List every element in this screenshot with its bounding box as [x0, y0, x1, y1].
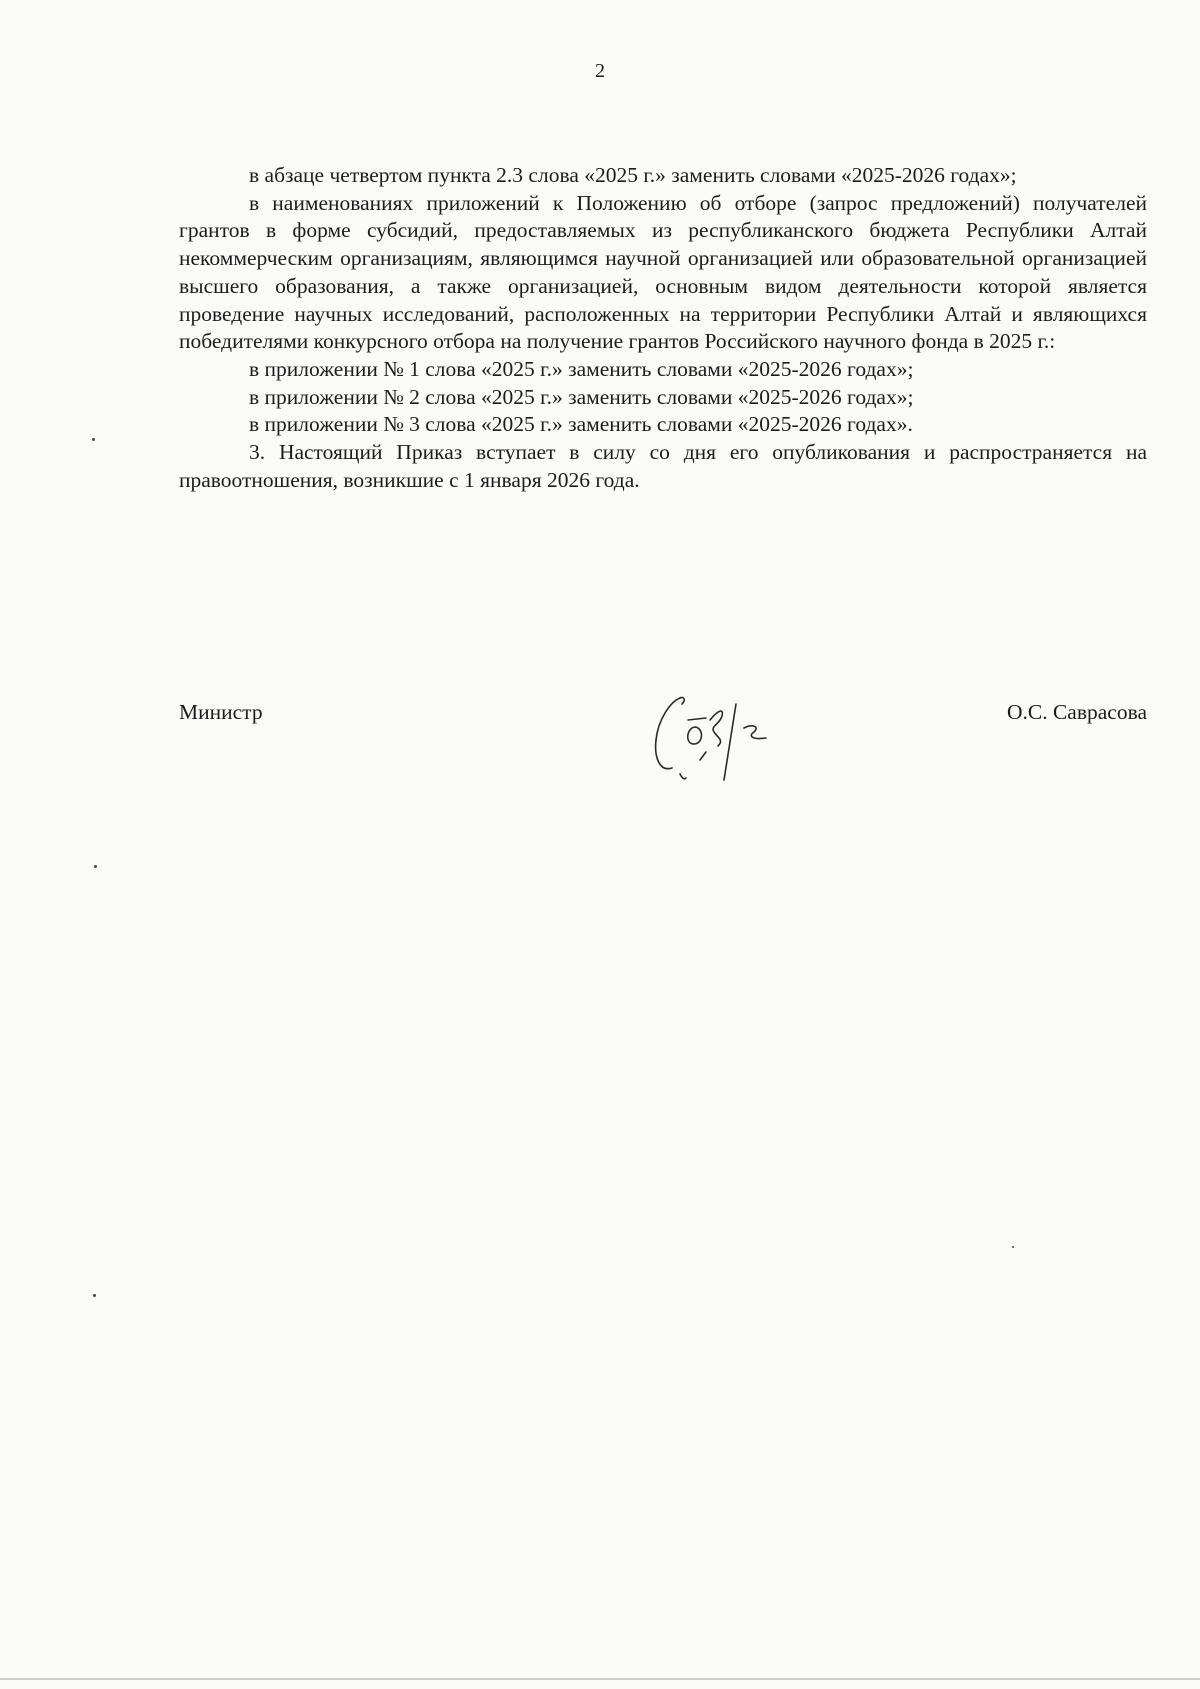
signatory-name: О.С. Саврасова — [1006, 700, 1147, 724]
paragraph-appendix-2: в приложении № 2 слова «2025 г.» заменить словами «2025-2026 годах»; — [249, 384, 914, 409]
paragraph-appendix-3: в приложении № 3 слова «2025 г.» заменить словами «2025-2026 годах». — [249, 412, 913, 437]
scan-speck — [1012, 1246, 1014, 1248]
handwritten-signature — [640, 680, 810, 790]
paragraph-appendix-1: в приложении № 1 слова «2025 г.» заменить словами «2025-2026 годах»; — [249, 356, 914, 381]
paragraph-abzac-change: в абзаце четвертом пункта 2.3 слова «2025 г.» заменить словами «2025-2026 годах»; — [249, 163, 1017, 187]
scan-bottom-edge — [0, 1678, 1200, 1680]
signatory-title: Министр — [179, 700, 263, 724]
scan-speck — [93, 1294, 96, 1297]
paragraph-effective-date: 3. Настоящий Приказ вступает в силу со дня его опубликования и распространяется на правоотношения, возникшие с 1 января 2026 года. — [179, 440, 1147, 492]
document-body — [179, 162, 1147, 494]
page-number: 2 — [595, 60, 605, 82]
scan-speck — [94, 865, 97, 868]
paragraph-appendix-names: в наименованиях приложений к Положению об отборе (запрос предложений) получателей грантов в форме субсидий, предоставляемых из республиканского бюджета Республики Алтай некоммерческим организациям, являющимся научной организацией или образовательной организацией высшего образования, а также организацией, основным видом деятельности которой является проведение научных исследований, расположенных на территории Республики Алтай и являющихся победителями конкурсного отбора на получение грантов Российского научного фонда в 2025 г.: — [179, 190, 1147, 354]
scan-speck — [92, 438, 95, 441]
